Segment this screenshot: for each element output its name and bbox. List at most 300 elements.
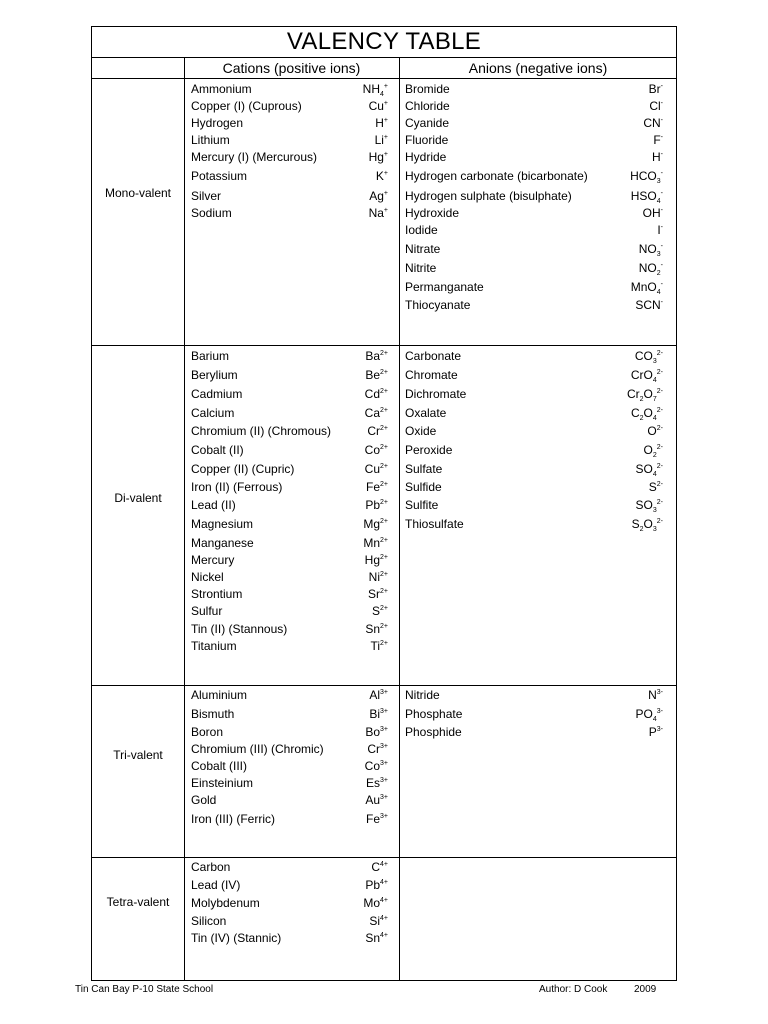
- footer-school: Tin Can Bay P-10 State School: [75, 984, 214, 995]
- ion-charge: 2-: [656, 388, 663, 395]
- cation-name: Tin (IV) (Stannic): [191, 931, 282, 945]
- cation-row: [191, 759, 388, 775]
- ion-charge: +: [383, 100, 388, 107]
- cation-name: Lithium: [191, 133, 230, 147]
- cation-name: Cobalt (III): [191, 759, 248, 773]
- formula-subscript: 4: [652, 415, 657, 422]
- ion-charge: 2-: [656, 444, 663, 451]
- ion-charge: 3+: [380, 777, 388, 784]
- formula-symbol: O: [643, 387, 653, 401]
- cation-name: Potassium: [191, 169, 248, 183]
- valency-group-label: Tetra-valent: [106, 895, 170, 909]
- cation-name: Magnesium: [191, 517, 254, 531]
- ion-charge: -: [660, 299, 663, 306]
- valency-group-label: Tri-valent: [113, 748, 163, 762]
- cation-name: Bismuth: [191, 707, 235, 721]
- ion-charge: 2-: [656, 518, 663, 525]
- ion-charge: 4+: [380, 861, 388, 868]
- cation-formula: [365, 406, 388, 420]
- column-divider-right: [399, 57, 400, 980]
- formula-symbol: Mg: [363, 517, 381, 531]
- cation-name: Silicon: [191, 914, 227, 928]
- formula-symbol: Ba: [365, 349, 381, 363]
- anion-name: Oxide: [405, 424, 437, 438]
- anion-formula: [649, 725, 663, 739]
- ion-charge: 2-: [656, 407, 663, 414]
- formula-symbol: C: [630, 406, 640, 420]
- formula-symbol: Sn: [365, 622, 381, 636]
- cation-name: Molybdenum: [191, 896, 260, 910]
- cation-formula: [367, 424, 388, 438]
- anion-formula: [627, 387, 663, 401]
- cation-name: Aluminium: [191, 688, 248, 702]
- ion-charge: +: [383, 83, 388, 90]
- ion-charge: 3+: [380, 743, 388, 750]
- cation-formula: [366, 812, 388, 826]
- formula-symbol: Pb: [365, 498, 381, 512]
- anion-row: [405, 480, 663, 496]
- formula-symbol: Fe: [366, 812, 381, 826]
- ion-charge: -: [660, 83, 663, 90]
- cation-formula: [367, 742, 388, 756]
- ion-charge: 2+: [380, 640, 388, 647]
- cation-formula: [365, 462, 388, 476]
- anion-formula: [631, 189, 663, 203]
- ion-charge: 3+: [380, 760, 388, 767]
- formula-symbol: Ag: [369, 189, 384, 203]
- cation-name: Cobalt (II): [191, 443, 244, 457]
- formula-subscript: 4: [656, 198, 661, 205]
- formula-symbol: Es: [366, 776, 381, 790]
- formula-subscript: 4: [652, 471, 657, 478]
- formula-symbol: Mo: [363, 896, 381, 910]
- cation-formula: [375, 116, 388, 130]
- formula-symbol: Br: [648, 82, 661, 96]
- ion-charge: 3+: [380, 708, 388, 715]
- formula-symbol: Cr: [626, 387, 640, 401]
- formula-symbol: H: [375, 116, 384, 130]
- cation-row: [191, 443, 388, 459]
- ion-charge: 3-: [656, 708, 663, 715]
- anion-name: Thiocyanate: [405, 298, 471, 312]
- anion-name: Hydride: [405, 150, 447, 164]
- formula-symbol: CN: [643, 116, 661, 130]
- ion-charge: -: [660, 281, 663, 288]
- cation-row: [191, 570, 388, 586]
- formula-subscript: 4: [652, 377, 657, 384]
- formula-symbol: Na: [368, 206, 384, 220]
- ion-charge: 2+: [380, 554, 388, 561]
- ion-charge: 2+: [380, 588, 388, 595]
- group-divider-2: [92, 685, 676, 686]
- cation-name: Carbon: [191, 860, 231, 874]
- cation-row: [191, 688, 388, 704]
- formula-symbol: Ca: [364, 406, 381, 420]
- cation-name: Iron (III) (Ferric): [191, 812, 275, 826]
- cation-formula: [369, 914, 388, 928]
- formula-subscript: 3: [652, 507, 657, 514]
- cation-name: Strontium: [191, 587, 243, 601]
- cation-name: Titanium: [191, 639, 237, 653]
- ion-charge: 2+: [380, 425, 388, 432]
- ion-charge: 3+: [380, 726, 388, 733]
- ion-charge: 3+: [380, 794, 388, 801]
- formula-symbol: Pb: [365, 878, 381, 892]
- anion-name: Iodide: [405, 223, 438, 237]
- formula-symbol: NH: [362, 82, 380, 96]
- ion-charge: 4+: [380, 915, 388, 922]
- formula-symbol: HSO: [630, 189, 657, 203]
- anion-formula: [639, 242, 663, 256]
- formula-symbol: S: [372, 604, 381, 618]
- anion-name: Chromate: [405, 368, 458, 382]
- formula-symbol: H: [651, 150, 661, 164]
- cation-row: [191, 639, 388, 655]
- anion-name: Sulfite: [405, 498, 439, 512]
- cation-formula: [365, 387, 388, 401]
- ion-charge: 4+: [380, 897, 388, 904]
- formula-symbol: Co: [364, 759, 381, 773]
- ion-charge: 2+: [380, 571, 388, 578]
- anion-row: [405, 280, 663, 296]
- anion-name: Dichromate: [405, 387, 467, 401]
- formula-subscript: 2: [656, 270, 661, 277]
- anion-formula: [631, 368, 663, 382]
- ion-charge: 2+: [380, 537, 388, 544]
- formula-symbol: C: [371, 860, 381, 874]
- formula-symbol: Sn: [365, 931, 381, 945]
- ion-charge: +: [383, 207, 388, 214]
- anion-row: [405, 498, 663, 514]
- ion-charge: 2+: [380, 605, 388, 612]
- cation-name: Lead (II): [191, 498, 236, 512]
- cation-row: [191, 776, 388, 792]
- cation-formula: [375, 133, 388, 147]
- cation-formula: [365, 622, 388, 636]
- ion-charge: 2-: [656, 499, 663, 506]
- cation-formula: [369, 150, 388, 164]
- cation-row: [191, 793, 388, 809]
- cation-name: Chromium (III) (Chromic): [191, 742, 324, 756]
- cation-formula: [365, 349, 388, 363]
- anion-formula: [649, 99, 663, 113]
- cation-formula: [363, 896, 388, 910]
- cation-row: [191, 150, 388, 166]
- anion-formula: [632, 517, 663, 531]
- anion-row: [405, 133, 663, 149]
- formula-symbol: MnO: [630, 280, 657, 294]
- anion-row: [405, 688, 663, 704]
- cation-row: [191, 587, 388, 603]
- cation-name: Chromium (II) (Chromous): [191, 424, 332, 438]
- formula-subscript: 3: [652, 526, 657, 533]
- formula-symbol: Ti: [370, 639, 381, 653]
- formula-symbol: O: [643, 406, 653, 420]
- anion-name: Bromide: [405, 82, 450, 96]
- formula-subscript: 4: [652, 716, 657, 723]
- cation-row: [191, 896, 388, 912]
- ion-charge: 2+: [380, 407, 388, 414]
- anion-name: Sulfate: [405, 462, 443, 476]
- cation-row: [191, 349, 388, 365]
- formula-subscript: 3: [656, 178, 661, 185]
- ion-charge: -: [660, 100, 663, 107]
- formula-symbol: S: [631, 517, 640, 531]
- anion-row: [405, 517, 663, 533]
- anion-row: [405, 387, 663, 403]
- ion-charge: -: [660, 224, 663, 231]
- ion-charge: 2+: [380, 499, 388, 506]
- anion-row: [405, 206, 663, 222]
- ion-charge: 2+: [380, 518, 388, 525]
- cation-formula: [369, 99, 388, 113]
- cation-name: Iron (II) (Ferrous): [191, 480, 283, 494]
- cation-formula: [372, 604, 388, 618]
- formula-symbol: HCO: [630, 169, 657, 183]
- formula-subscript: 7: [652, 396, 657, 403]
- ion-charge: +: [383, 190, 388, 197]
- anion-formula: [648, 688, 663, 702]
- cation-formula: [363, 536, 388, 550]
- cation-name: Mercury: [191, 553, 235, 567]
- formula-symbol: SO: [635, 498, 653, 512]
- cation-name: Calcium: [191, 406, 235, 420]
- anion-formula: [657, 223, 663, 237]
- cation-name: Gold: [191, 793, 217, 807]
- formula-subscript: 2: [639, 396, 644, 403]
- cation-formula: [371, 860, 388, 874]
- formula-subscript: 2: [639, 415, 644, 422]
- anion-row: [405, 189, 663, 205]
- cation-formula: [365, 498, 388, 512]
- cation-name: Lead (IV): [191, 878, 241, 892]
- cation-row: [191, 517, 388, 533]
- cation-row: [191, 424, 388, 440]
- anion-row: [405, 707, 663, 723]
- formula-symbol: Si: [369, 914, 381, 928]
- cation-row: [191, 498, 388, 514]
- cation-row: [191, 812, 388, 828]
- formula-subscript: 4: [656, 289, 661, 296]
- cation-name: Manganese: [191, 536, 254, 550]
- cation-formula: [363, 82, 388, 96]
- formula-symbol: Sr: [368, 587, 381, 601]
- cation-row: [191, 82, 388, 98]
- ion-charge: 2+: [380, 623, 388, 630]
- cation-formula: [365, 878, 388, 892]
- ion-charge: 3+: [380, 813, 388, 820]
- anion-row: [405, 116, 663, 132]
- cation-name: Mercury (I) (Mercurous): [191, 150, 318, 164]
- ion-charge: 3-: [656, 726, 663, 733]
- cation-formula: [365, 725, 388, 739]
- cation-row: [191, 707, 388, 723]
- formula-symbol: Fe: [366, 480, 381, 494]
- formula-symbol: Hg: [368, 150, 384, 164]
- cation-formula: [365, 553, 388, 567]
- anion-formula: [636, 498, 663, 512]
- anion-row: [405, 462, 663, 478]
- cation-row: [191, 914, 388, 930]
- anion-row: [405, 261, 663, 277]
- cation-formula: [369, 707, 388, 721]
- formula-subscript: 2: [639, 526, 644, 533]
- valency-table: [91, 26, 677, 981]
- ion-charge: 2+: [380, 388, 388, 395]
- cation-formula: [365, 759, 388, 773]
- formula-symbol: SO: [635, 462, 653, 476]
- cation-row: [191, 99, 388, 115]
- cation-name: Copper (II) (Cupric): [191, 462, 295, 476]
- ion-charge: -: [660, 170, 663, 177]
- ion-charge: -: [660, 243, 663, 250]
- anion-formula: [649, 82, 663, 96]
- ion-charge: 2+: [380, 444, 388, 451]
- cation-row: [191, 878, 388, 894]
- anion-formula: [653, 133, 663, 147]
- formula-symbol: O: [647, 424, 657, 438]
- cation-name: Sulfur: [191, 604, 223, 618]
- anion-formula: [643, 206, 663, 220]
- cation-row: [191, 604, 388, 620]
- cation-row: [191, 116, 388, 132]
- anions-header: Anions (negative ions): [468, 60, 608, 76]
- cation-name: Ammonium: [191, 82, 252, 96]
- formula-symbol: OH: [642, 206, 661, 220]
- ion-charge: 3+: [380, 689, 388, 696]
- formula-symbol: CrO: [630, 368, 653, 382]
- ion-charge: -: [660, 207, 663, 214]
- formula-symbol: O: [643, 517, 653, 531]
- ion-charge: 4+: [380, 879, 388, 886]
- formula-symbol: Au: [365, 793, 381, 807]
- ion-charge: 4+: [380, 932, 388, 939]
- formula-symbol: K: [375, 169, 384, 183]
- anion-name: Nitride: [405, 688, 440, 702]
- anion-name: Fluoride: [405, 133, 449, 147]
- cation-formula: [369, 570, 388, 584]
- cation-row: [191, 368, 388, 384]
- anion-formula: [652, 150, 663, 164]
- cation-formula: [365, 793, 388, 807]
- anion-name: Hydroxide: [405, 206, 460, 220]
- valency-group-label: Di-valent: [114, 491, 162, 505]
- cation-row: [191, 622, 388, 638]
- column-divider-left: [184, 57, 185, 980]
- cations-header: Cations (positive ions): [222, 60, 361, 76]
- cation-formula: [366, 776, 388, 790]
- ion-charge: -: [660, 117, 663, 124]
- formula-symbol: S: [648, 480, 657, 494]
- cation-name: Hydrogen: [191, 116, 244, 130]
- anion-row: [405, 349, 663, 365]
- cation-row: [191, 387, 388, 403]
- ion-charge: +: [383, 117, 388, 124]
- ion-charge: 3-: [656, 689, 663, 696]
- formula-symbol: PO: [635, 707, 653, 721]
- cation-name: Copper (I) (Cuprous): [191, 99, 302, 113]
- header-divider: [92, 78, 676, 79]
- anion-formula: [631, 406, 663, 420]
- cation-row: [191, 462, 388, 478]
- anion-name: Phosphate: [405, 707, 463, 721]
- formula-symbol: Bo: [365, 725, 381, 739]
- group-divider-3: [92, 857, 676, 858]
- anion-name: Peroxide: [405, 443, 453, 457]
- cation-formula: [370, 639, 388, 653]
- anion-formula: [635, 349, 663, 363]
- ion-charge: 2+: [380, 350, 388, 357]
- anion-row: [405, 99, 663, 115]
- anion-name: Chloride: [405, 99, 450, 113]
- anion-formula: [644, 443, 663, 457]
- cation-row: [191, 133, 388, 149]
- cation-formula: [376, 169, 388, 183]
- anion-formula: [631, 280, 663, 294]
- anion-name: Sulfide: [405, 480, 442, 494]
- ion-charge: 2-: [656, 369, 663, 376]
- table-title: VALENCY TABLE: [286, 28, 482, 55]
- formula-symbol: Cr: [367, 424, 381, 438]
- cation-name: Nickel: [191, 570, 224, 584]
- cation-name: Berylium: [191, 368, 238, 382]
- ion-charge: 2+: [380, 369, 388, 376]
- ion-charge: 2-: [656, 350, 663, 357]
- anion-name: Nitrate: [405, 242, 441, 256]
- anion-formula: [635, 298, 663, 312]
- ion-charge: -: [660, 190, 663, 197]
- formula-symbol: Be: [365, 368, 381, 382]
- anion-name: Permanganate: [405, 280, 484, 294]
- cation-formula: [369, 206, 388, 220]
- anion-formula: [636, 707, 663, 721]
- formula-symbol: Cd: [364, 387, 381, 401]
- formula-subscript: 4: [380, 91, 384, 98]
- cation-row: [191, 536, 388, 552]
- cation-name: Cadmium: [191, 387, 243, 401]
- cation-formula: [365, 931, 388, 945]
- cation-formula: [368, 587, 388, 601]
- anion-row: [405, 242, 663, 258]
- cation-row: [191, 169, 388, 185]
- cation-row: [191, 189, 388, 205]
- formula-symbol: N: [648, 688, 657, 702]
- formula-symbol: SCN: [635, 298, 661, 312]
- valency-group-label: Mono-valent: [104, 186, 172, 200]
- cation-name: Sodium: [191, 206, 232, 220]
- anion-name: Carbonate: [405, 349, 462, 363]
- formula-symbol: CO: [634, 349, 653, 363]
- formula-symbol: NO: [638, 261, 657, 275]
- anion-name: Cyanide: [405, 116, 450, 130]
- ion-charge: 2-: [656, 463, 663, 470]
- ion-charge: +: [383, 151, 388, 158]
- formula-subscript: 3: [656, 251, 661, 258]
- ion-charge: +: [383, 134, 388, 141]
- ion-charge: -: [660, 151, 663, 158]
- anion-formula: [636, 462, 663, 476]
- ion-charge: +: [383, 170, 388, 177]
- anion-row: [405, 298, 663, 314]
- anion-formula: [647, 424, 663, 438]
- footer-author: Author: D Cook: [539, 984, 608, 995]
- formula-subscript: 3: [652, 358, 657, 365]
- anion-row: [405, 82, 663, 98]
- formula-symbol: Ni: [368, 570, 381, 584]
- ion-charge: 2+: [380, 481, 388, 488]
- anion-row: [405, 424, 663, 440]
- cation-name: Silver: [191, 189, 222, 203]
